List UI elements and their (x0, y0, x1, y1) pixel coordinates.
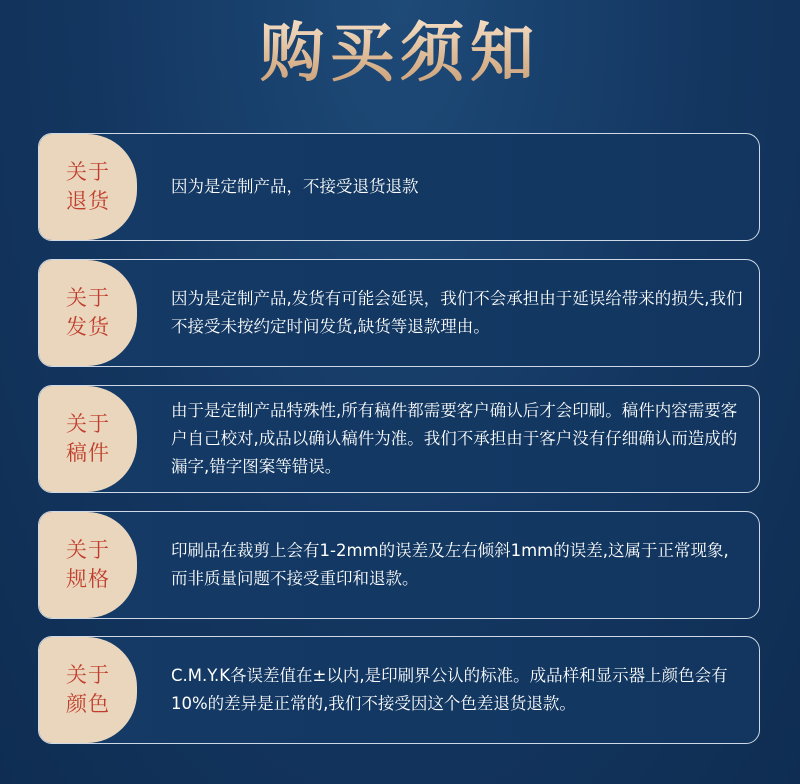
tag-line-2: 退货 (66, 189, 110, 213)
tag-line-1: 关于 (66, 412, 110, 436)
tag-line-2: 发货 (66, 315, 110, 339)
tag-line-2: 稿件 (66, 441, 110, 465)
notice-card-color (38, 636, 760, 744)
card-text: 因为是定制产品，不接受退货退款 (171, 177, 419, 196)
tag-line-1: 关于 (66, 663, 110, 687)
notice-card-shipping (38, 259, 760, 367)
notice-card-return (38, 133, 760, 241)
tag-line-1: 关于 (66, 538, 110, 562)
card-tag (39, 512, 137, 618)
tag-line-1: 关于 (66, 286, 110, 310)
card-text: 因为是定制产品,发货有可能会延误，我们不会承担由于延误给带来的损失,我们不接受未按约定时间发货,缺货等退款理由。 (171, 289, 743, 336)
card-tag (39, 386, 137, 492)
card-tag (39, 260, 137, 366)
page-title: 购买须知 (0, 12, 800, 96)
card-text: 印刷品在裁剪上会有1-2mm的误差及左右倾斜1mm的误差,这属于正常现象,而非质量问题不接受重印和退款。 (171, 541, 729, 588)
card-tag (39, 637, 137, 743)
notice-card-spec (38, 511, 760, 619)
card-text: C.M.Y.K各误差值在±以内,是印刷界公认的标准。成品样和显示器上颜色会有10%的差异是正常的,我们不接受因这个色差退货退款。 (171, 666, 728, 713)
notice-card-proof (38, 385, 760, 493)
tag-line-2: 颜色 (66, 692, 110, 716)
tag-line-1: 关于 (66, 160, 110, 184)
card-tag (39, 134, 137, 240)
tag-line-2: 规格 (66, 567, 110, 591)
card-text: 由于是定制产品特殊性,所有稿件都需要客户确认后才会印刷。稿件内容需要客户自己校对,成品以确认稿件为准。我们不承担由于客户没有仔细确认而造成的漏字,错字图案等错误。 (171, 401, 738, 476)
